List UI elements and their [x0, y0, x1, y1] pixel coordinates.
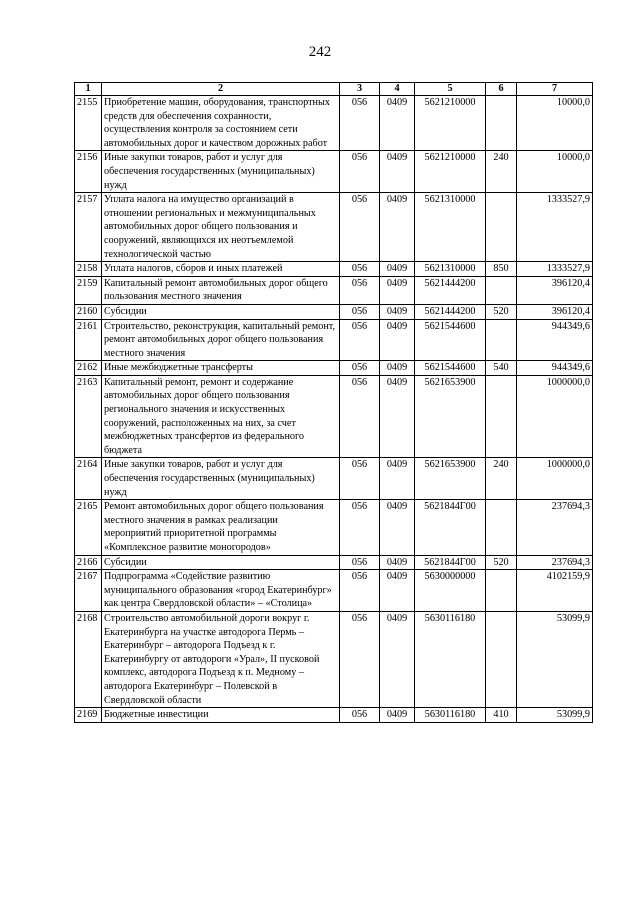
- row-name: Приобретение машин, оборудования, транспортных средств для обеспечения сохранности, осуществления контроля за состоянием сети автомобильных дорог и качеством дорожных работ: [102, 96, 340, 151]
- row-expense-type: [486, 276, 517, 304]
- row-name: Иные закупки товаров, работ и услуг для обеспечения государственных (муниципальных) нужд: [102, 458, 340, 500]
- table-body: [75, 96, 593, 723]
- row-amount: 396120,4: [517, 276, 593, 304]
- row-number: 2155: [75, 96, 102, 151]
- row-target-code: 5621310000: [415, 193, 486, 262]
- row-target-code: 5621844Г00: [415, 555, 486, 570]
- row-ved-code: 056: [340, 555, 380, 570]
- row-number: 2158: [75, 262, 102, 277]
- row-number: 2157: [75, 193, 102, 262]
- table-row: [75, 319, 593, 361]
- row-section-code: 0409: [380, 458, 415, 500]
- row-name: Уплата налогов, сборов и иных платежей: [102, 262, 340, 277]
- row-section-code: 0409: [380, 262, 415, 277]
- row-target-code: 5630116180: [415, 708, 486, 723]
- header-col-1: 1: [75, 83, 102, 96]
- row-amount: 396120,4: [517, 304, 593, 319]
- row-amount: 1000000,0: [517, 375, 593, 458]
- row-section-code: 0409: [380, 304, 415, 319]
- row-number: 2164: [75, 458, 102, 500]
- row-ved-code: 056: [340, 708, 380, 723]
- row-ved-code: 056: [340, 276, 380, 304]
- row-name: Иные межбюджетные трансферты: [102, 361, 340, 376]
- row-name: Строительство, реконструкция, капитальный ремонт, ремонт автомобильных дорог общего пользования местного значения: [102, 319, 340, 361]
- row-target-code: 5621310000: [415, 262, 486, 277]
- row-number: 2166: [75, 555, 102, 570]
- page-number: 242: [308, 44, 332, 60]
- header-col-4: 4: [380, 83, 415, 96]
- row-ved-code: 056: [340, 262, 380, 277]
- row-name: Капитальный ремонт, ремонт и содержание автомобильных дорог общего пользования регионального значения и искусственных сооружений, расположенных на них, за счет межбюджетных трансфертов из федерального бюджета: [102, 375, 340, 458]
- table-row: [75, 262, 593, 277]
- row-section-code: 0409: [380, 500, 415, 555]
- row-ved-code: 056: [340, 458, 380, 500]
- table-row: [75, 375, 593, 458]
- row-ved-code: 056: [340, 151, 380, 193]
- header-col-3: 3: [340, 83, 380, 96]
- row-ved-code: 056: [340, 611, 380, 707]
- table-row: [75, 500, 593, 555]
- row-target-code: 5621544600: [415, 319, 486, 361]
- row-number: 2163: [75, 375, 102, 458]
- budget-table: [74, 82, 593, 723]
- row-section-code: 0409: [380, 319, 415, 361]
- row-name: Иные закупки товаров, работ и услуг для обеспечения государственных (муниципальных) нужд: [102, 151, 340, 193]
- table-row: [75, 611, 593, 707]
- row-expense-type: [486, 375, 517, 458]
- row-number: 2169: [75, 708, 102, 723]
- row-amount: 4102159,9: [517, 570, 593, 612]
- row-section-code: 0409: [380, 361, 415, 376]
- row-ved-code: 056: [340, 361, 380, 376]
- row-expense-type: 520: [486, 304, 517, 319]
- row-expense-type: 240: [486, 151, 517, 193]
- row-ved-code: 056: [340, 375, 380, 458]
- row-section-code: 0409: [380, 151, 415, 193]
- row-number: 2156: [75, 151, 102, 193]
- row-amount: 1333527,9: [517, 262, 593, 277]
- row-name: Уплата налога на имущество организаций в отношении региональных и межмуниципальных автомобильных дорог общего пользования и сооружений, являющихся их неотъемлемой технологической частью: [102, 193, 340, 262]
- row-ved-code: 056: [340, 96, 380, 151]
- table-row: [75, 276, 593, 304]
- row-number: 2161: [75, 319, 102, 361]
- row-expense-type: 240: [486, 458, 517, 500]
- row-amount: 10000,0: [517, 151, 593, 193]
- row-expense-type: 850: [486, 262, 517, 277]
- row-number: 2165: [75, 500, 102, 555]
- header-col-6: 6: [486, 83, 517, 96]
- row-amount: 53099,9: [517, 611, 593, 707]
- row-target-code: 5621844Г00: [415, 500, 486, 555]
- table-row: [75, 304, 593, 319]
- row-number: 2167: [75, 570, 102, 612]
- row-section-code: 0409: [380, 276, 415, 304]
- row-ved-code: 056: [340, 304, 380, 319]
- row-name: Субсидии: [102, 304, 340, 319]
- table-row: [75, 708, 593, 723]
- table-row: [75, 361, 593, 376]
- row-section-code: 0409: [380, 708, 415, 723]
- row-target-code: 5621544600: [415, 361, 486, 376]
- row-section-code: 0409: [380, 555, 415, 570]
- header-col-5: 5: [415, 83, 486, 96]
- table-row: [75, 458, 593, 500]
- row-target-code: 5621653900: [415, 458, 486, 500]
- row-target-code: 5621210000: [415, 151, 486, 193]
- table-row: [75, 96, 593, 151]
- row-name: Подпрограмма «Содействие развитию муниципального образования «город Екатеринбург» как центра Свердловской области» – «Столица»: [102, 570, 340, 612]
- row-amount: 237694,3: [517, 500, 593, 555]
- row-section-code: 0409: [380, 193, 415, 262]
- row-name: Бюджетные инвестиции: [102, 708, 340, 723]
- row-expense-type: 410: [486, 708, 517, 723]
- row-ved-code: 056: [340, 570, 380, 612]
- row-amount: 944349,6: [517, 361, 593, 376]
- row-section-code: 0409: [380, 570, 415, 612]
- row-target-code: 5621444200: [415, 304, 486, 319]
- table-row: [75, 151, 593, 193]
- row-expense-type: [486, 96, 517, 151]
- row-target-code: 5621210000: [415, 96, 486, 151]
- row-ved-code: 056: [340, 319, 380, 361]
- header-col-2: 2: [102, 83, 340, 96]
- row-name: Субсидии: [102, 555, 340, 570]
- row-section-code: 0409: [380, 375, 415, 458]
- table-row: [75, 555, 593, 570]
- row-expense-type: [486, 319, 517, 361]
- row-expense-type: [486, 611, 517, 707]
- row-target-code: 5630116180: [415, 611, 486, 707]
- row-section-code: 0409: [380, 96, 415, 151]
- row-number: 2162: [75, 361, 102, 376]
- row-target-code: 5621653900: [415, 375, 486, 458]
- row-target-code: 5630000000: [415, 570, 486, 612]
- row-expense-type: [486, 193, 517, 262]
- row-amount: 944349,6: [517, 319, 593, 361]
- row-expense-type: 540: [486, 361, 517, 376]
- row-number: 2159: [75, 276, 102, 304]
- row-ved-code: 056: [340, 500, 380, 555]
- row-expense-type: [486, 500, 517, 555]
- row-section-code: 0409: [380, 611, 415, 707]
- header-col-7: 7: [517, 83, 593, 96]
- row-amount: 1333527,9: [517, 193, 593, 262]
- row-amount: 1000000,0: [517, 458, 593, 500]
- row-expense-type: [486, 570, 517, 612]
- row-name: Капитальный ремонт автомобильных дорог общего пользования местного значения: [102, 276, 340, 304]
- row-expense-type: 520: [486, 555, 517, 570]
- row-amount: 10000,0: [517, 96, 593, 151]
- table-row: [75, 193, 593, 262]
- table-row: [75, 570, 593, 612]
- row-number: 2168: [75, 611, 102, 707]
- row-number: 2160: [75, 304, 102, 319]
- row-name: Ремонт автомобильных дорог общего пользования местного значения в рамках реализации мероприятий приоритетной программы «Комплексное развитие моногородов»: [102, 500, 340, 555]
- row-amount: 237694,3: [517, 555, 593, 570]
- row-ved-code: 056: [340, 193, 380, 262]
- row-name: Строительство автомобильной дороги вокруг г. Екатеринбурга на участке автодорога Пермь – Екатеринбург – автодорога Подъезд к г. Екатеринбургу от автодороги «Урал», II пусковой комплекс, автодорога Подъезд к п. Медному – автодорога Екатеринбург – Полевской в Свердловской области: [102, 611, 340, 707]
- row-target-code: 5621444200: [415, 276, 486, 304]
- header-row: [75, 83, 593, 96]
- row-amount: 53099,9: [517, 708, 593, 723]
